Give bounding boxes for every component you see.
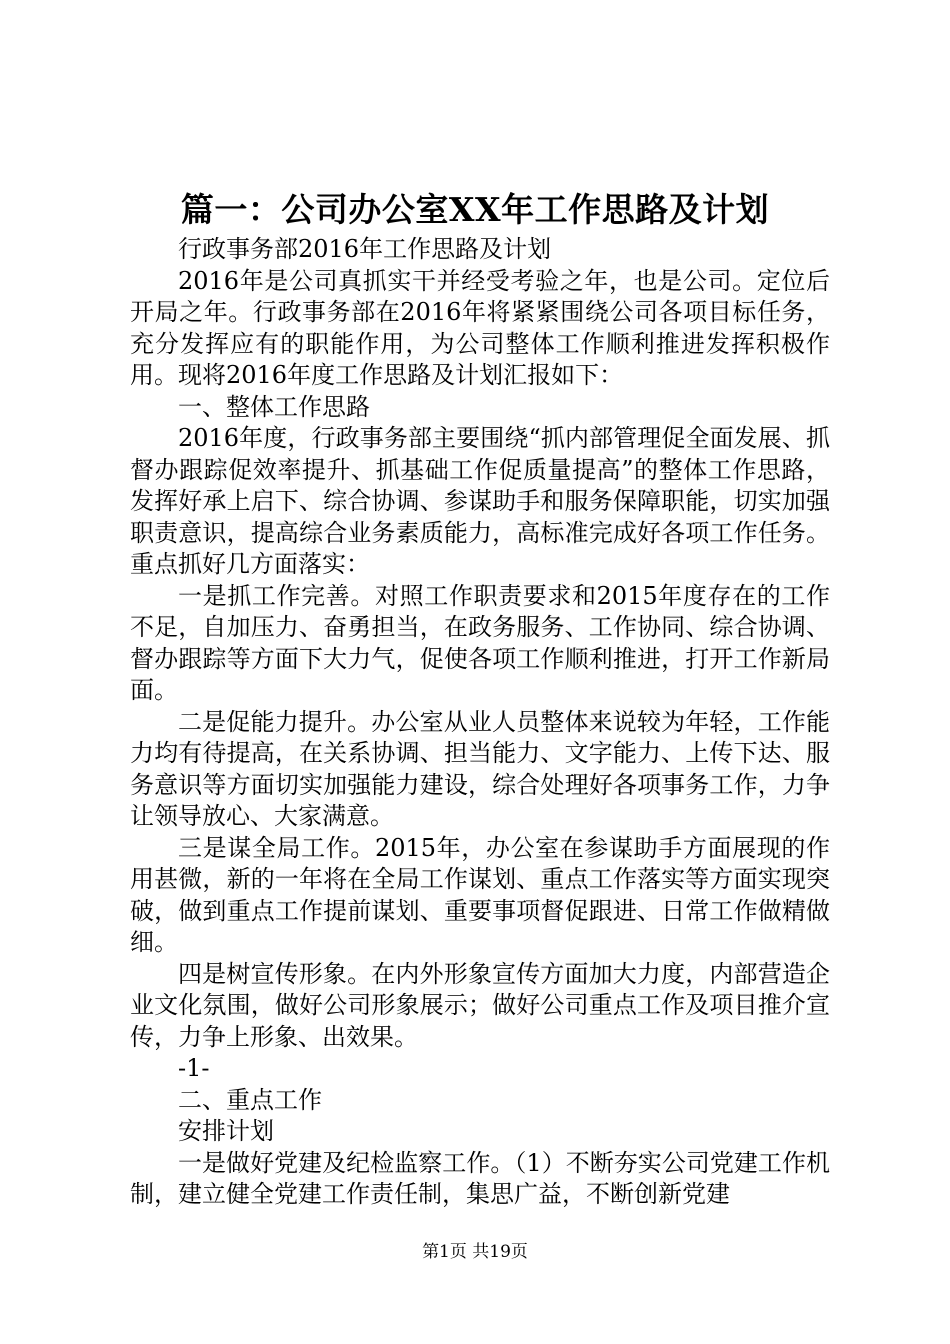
section-heading-overall: 一、整体工作思路	[178, 392, 370, 421]
document-title: 篇一：公司办公室XX年工作思路及计划	[180, 190, 770, 229]
paragraph-subtitle: 行政事务部2016年工作思路及计划	[178, 235, 552, 263]
paragraph-overall: 2016年度，行政事务部主要围绕“抓内部管理促全面发展、抓督办跟踪促效率提升、抓基础工作促质量提高”的整体工作思路，发挥好承上启下、综合协调、参谋助手和服务保障职能，切实加强职责意识，提高综合业务素质能力，高标准完成好各项工作任务。重点抓好几方面落实：	[130, 424, 830, 578]
section-heading-plan: 安排计划	[178, 1117, 274, 1145]
paragraph-intro: 2016年是公司真抓实干并经受考验之年，也是公司。定位后开局之年。行政事务部在2016年将紧紧围绕公司各项目标任务，充分发挥应有的职能作用，为公司整体工作顺利推进发挥积极作用。现将2016年度工作思路及计划汇报如下：	[130, 266, 830, 389]
paragraph-point-1: 一是抓工作完善。对照工作职责要求和2015年度存在的工作不足，自加压力、奋勇担当，在政务服务、工作协同、综合协调、督办跟踪等方面下大力气，促使各项工作顺利推进，打开工作新局面。	[130, 581, 830, 704]
paragraph-point-4: 四是树宣传形象。在内外形象宣传方面加大力度，内部营造企业文化氛围，做好公司形象展示；做好公司重点工作及项目推介宣传，力争上形象、出效果。	[130, 959, 830, 1051]
page-footer: 第1页 共19页	[422, 1242, 528, 1262]
paragraph-party-building: 一是做好党建及纪检监察工作。（1）不断夯实公司党建工作机制，建立健全党建工作责任制，集思广益，不断创新党建	[130, 1148, 830, 1208]
inline-page-number: -1-	[178, 1054, 210, 1082]
paragraph-point-3: 三是谋全局工作。2015年，办公室在参谋助手方面展现的作用甚微，新的一年将在全局工作谋划、重点工作落实等方面实现突破，做到重点工作提前谋划、重要事项督促跟进、日常工作做精做细。	[130, 833, 830, 956]
paragraph-point-2: 二是促能力提升。办公室从业人员整体来说较为年轻，工作能力均有待提高，在关系协调、担当能力、文字能力、上传下达、服务意识等方面切实加强能力建设，综合处理好各项事务工作，力争让领导放心、大家满意。	[130, 707, 830, 830]
section-heading-key-work: 二、重点工作	[178, 1085, 322, 1114]
document-body	[130, 234, 830, 1211]
